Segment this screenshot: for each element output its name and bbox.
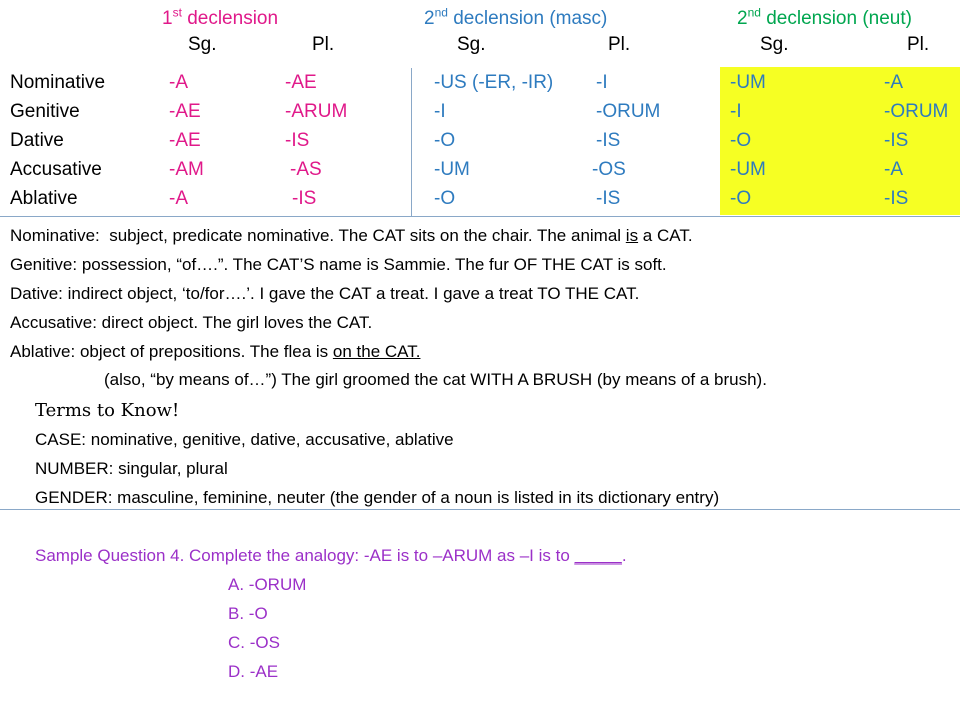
neut-sg-acc: -UM — [730, 159, 766, 180]
neut-sg-dat: -O — [730, 130, 752, 151]
divider-top — [0, 216, 960, 217]
label-sg-masc: Sg. — [457, 34, 486, 55]
masc-pl-acc: -OS — [592, 159, 626, 180]
first-sg-nom: -A — [169, 72, 188, 93]
neut-pl-abl: -IS — [884, 188, 909, 209]
header-second-neut: 2nd declension (neut) — [737, 5, 912, 29]
neut-sg-nom: -UM — [730, 72, 766, 93]
note-nominative: Nominative: subject, predicate nominative. The CAT sits on the chair. The animal is a CAT. — [10, 226, 693, 245]
masc-sg-abl: -O — [434, 188, 456, 209]
case-ablative: Ablative — [10, 188, 78, 209]
first-pl-abl: -IS — [292, 188, 317, 209]
answer-option-b[interactable]: B. -O — [228, 604, 268, 623]
first-sg-gen: -AE — [169, 101, 201, 122]
answer-option-c[interactable]: C. -OS — [228, 633, 280, 652]
neut-sg-gen: -I — [730, 101, 742, 122]
note-genitive: Genitive: possession, “of….”. The CAT’S name is Sammie. The fur OF THE CAT is soft. — [10, 255, 667, 274]
case-genitive: Genitive — [10, 101, 80, 122]
header-first-declension: 1st declension — [162, 5, 279, 29]
label-sg-neut: Sg. — [760, 34, 789, 55]
note-dative: Dative: indirect object, ‘to/for….’. I gave the CAT a treat. I gave a treat TO THE CAT. — [10, 284, 640, 303]
masc-sg-dat: -O — [434, 130, 456, 151]
first-sg-abl: -A — [169, 188, 188, 209]
label-pl-neut: Pl. — [907, 34, 930, 55]
note-accusative: Accusative: direct object. The girl loves the CAT. — [10, 313, 373, 332]
masc-pl-abl: -IS — [596, 188, 621, 209]
masc-sg-acc: -UM — [434, 159, 470, 180]
question-prompt: Sample Question 4. Complete the analogy: -AE is to –ARUM as –I is to _____. — [35, 546, 627, 565]
divider-mid — [0, 509, 960, 510]
first-pl-nom: -AE — [285, 72, 317, 93]
masc-pl-gen: -ORUM — [596, 101, 661, 122]
neut-pl-nom: -A — [884, 72, 903, 93]
note-ablative-line2: (also, “by means of…”) The girl groomed the cat WITH A BRUSH (by means of a brush). — [104, 370, 767, 389]
first-sg-acc: -AM — [169, 159, 204, 180]
label-sg-first: Sg. — [188, 34, 217, 55]
first-pl-gen: -ARUM — [285, 101, 348, 122]
masc-sg-nom: -US (-ER, -IR) — [434, 72, 554, 93]
first-pl-acc: -AS — [290, 159, 322, 180]
case-dative: Dative — [10, 130, 64, 151]
masc-pl-nom: -I — [596, 72, 608, 93]
terms-gender: GENDER: masculine, feminine, neuter (the gender of a noun is listed in its dictionary entry) — [35, 488, 720, 507]
terms-number: NUMBER: singular, plural — [35, 459, 228, 478]
header-second-masc: 2nd declension (masc) — [424, 5, 608, 29]
answer-option-a[interactable]: A. -ORUM — [228, 575, 307, 594]
first-sg-dat: -AE — [169, 130, 201, 151]
note-ablative: Ablative: object of prepositions. The flea is on the CAT. — [10, 342, 421, 361]
neut-sg-abl: -O — [730, 188, 752, 209]
terms-title: Terms to Know! — [35, 400, 180, 421]
first-pl-dat: -IS — [285, 130, 310, 151]
neut-pl-gen: -ORUM — [884, 101, 949, 122]
answer-option-d[interactable]: D. -AE — [228, 662, 279, 681]
case-accusative: Accusative — [10, 159, 102, 180]
label-pl-masc: Pl. — [608, 34, 631, 55]
terms-case: CASE: nominative, genitive, dative, accusative, ablative — [35, 430, 454, 449]
neut-pl-dat: -IS — [884, 130, 909, 151]
divider-vertical — [411, 68, 412, 216]
case-nominative: Nominative — [10, 72, 106, 93]
masc-sg-gen: -I — [434, 101, 446, 122]
neut-pl-acc: -A — [884, 159, 903, 180]
label-pl-first: Pl. — [312, 34, 335, 55]
masc-pl-dat: -IS — [596, 130, 621, 151]
